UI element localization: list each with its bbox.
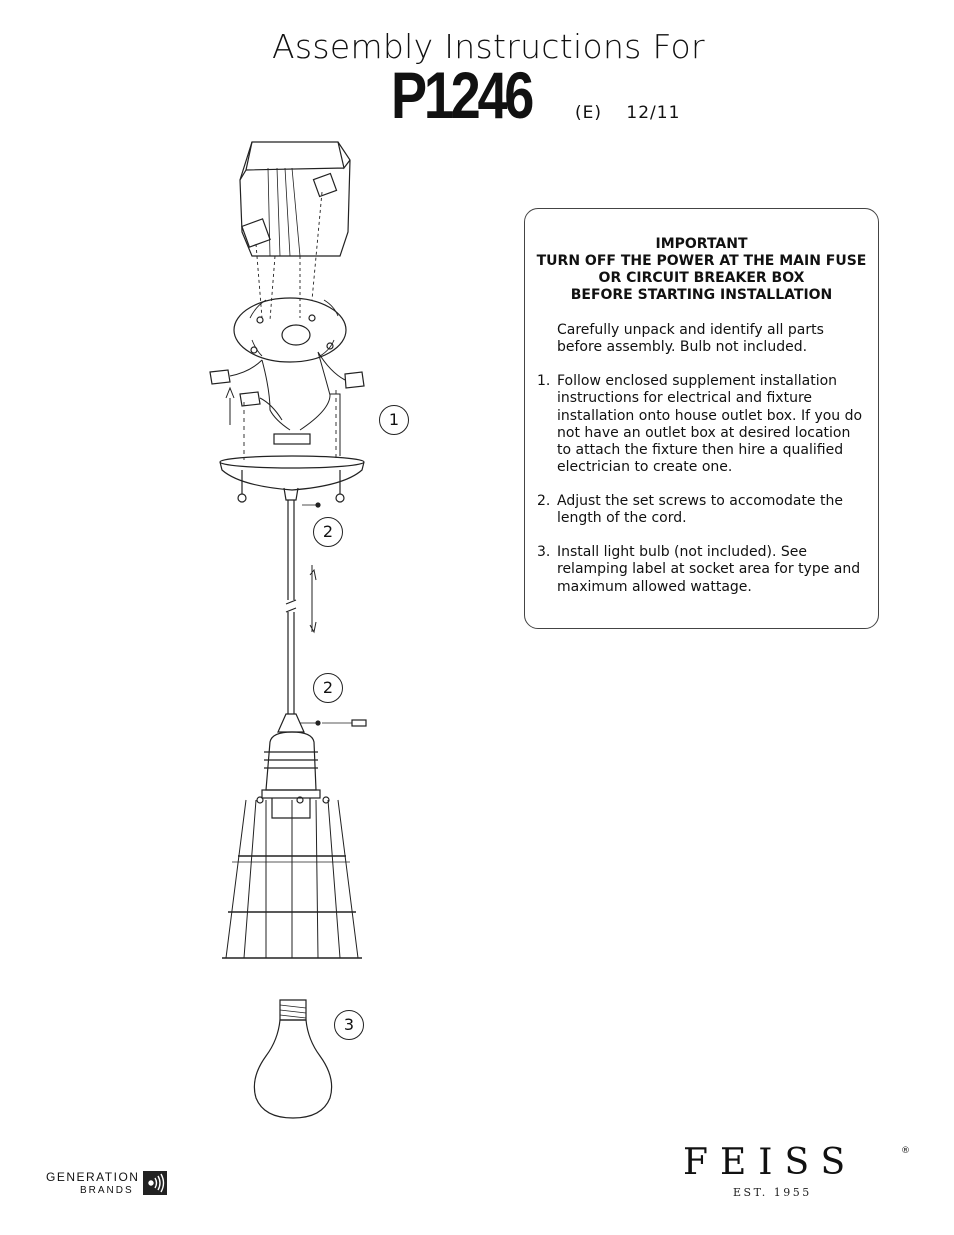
step-text: Install light bulb (not included). See relamping label at socket area for type and maximum allowed wattage. [557, 544, 861, 595]
step-number: 1. [537, 373, 551, 389]
warning-line: OR CIRCUIT BREAKER BOX [598, 270, 805, 286]
outlet-box [240, 142, 350, 256]
warning-line: TURN OFF THE POWER AT THE MAIN FUSE [536, 253, 867, 269]
warning-line: IMPORTANT [655, 236, 748, 252]
step-text: Follow enclosed supplement installation instructions for electrical and fixture installation onto house outlet box. If you do not have an outlet box at desired location to attach the fixture then hire a qualified electrician to create one. [557, 373, 863, 476]
document-title: Assembly Instructions For [272, 27, 705, 66]
callout-step-3: 3 [334, 1010, 364, 1040]
intro-text: Carefully unpack and identify all parts before assembly. Bulb not included. [557, 322, 824, 356]
step-2 [537, 493, 867, 528]
revision-date: 12/11 [626, 103, 681, 123]
callout-step-1: 1 [379, 405, 409, 435]
brands-word: BRANDS [80, 1185, 134, 1196]
wire-cage [222, 790, 362, 958]
step-number: 3. [537, 544, 551, 560]
callout-step-2: 2 [313, 673, 343, 703]
cord [286, 500, 316, 714]
established-year: EST. 1955 [733, 1186, 812, 1199]
warning-line: BEFORE STARTING INSTALLATION [570, 287, 833, 303]
fixture-diagram [200, 135, 400, 1125]
step-1 [537, 373, 867, 477]
feiss-logo: FEISS [683, 1142, 858, 1183]
generation-brands-logo [46, 1170, 139, 1196]
revision-info [575, 103, 680, 123]
step-3 [537, 544, 867, 596]
instructions-box [524, 208, 879, 629]
socket [264, 714, 366, 790]
step-text: Adjust the set screws to accomodate the length of the cord. [557, 493, 843, 527]
model-number: P1246 [391, 58, 532, 132]
wire-nut-left [210, 370, 230, 384]
wire-nut-right [345, 372, 364, 388]
mounting-plate [234, 298, 346, 362]
callout-step-2: 2 [313, 517, 343, 547]
step-number: 2. [537, 493, 551, 509]
revision-code: (E) [575, 103, 603, 123]
wire-nut-ground [240, 392, 260, 406]
registered-mark: ® [901, 1146, 910, 1156]
safety-warning [525, 236, 878, 304]
generation-word: GENERATION [46, 1170, 140, 1184]
canopy [220, 434, 364, 507]
light-bulb [254, 1000, 331, 1118]
sound-wave-icon [143, 1171, 167, 1195]
